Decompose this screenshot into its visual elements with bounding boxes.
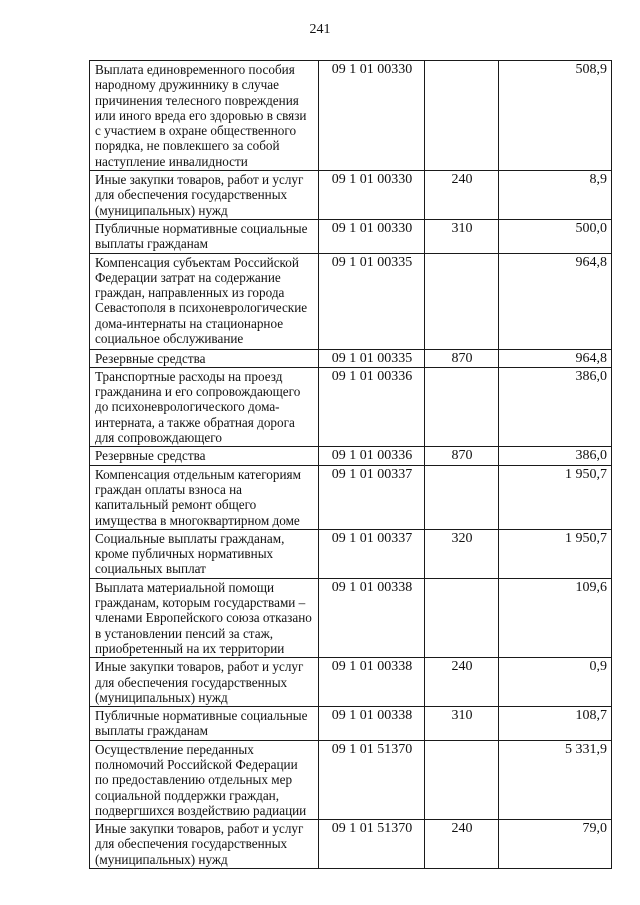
row-name-cell: Иные закупки товаров, работ и услуг для обеспечения государственных (муниципальных) нужд — [90, 820, 319, 869]
table-row — [90, 349, 612, 367]
row-expense-type-cell: 310 — [425, 707, 499, 741]
budget-table — [89, 60, 612, 869]
row-name-cell: Компенсация отдельным категориям граждан оплаты взноса на капитальный ремонт общего имущества в многоквартирном доме — [90, 465, 319, 529]
row-amount-cell: 386,0 — [499, 447, 612, 465]
table-row — [90, 465, 612, 529]
row-target-code-cell: 09 1 01 00338 — [319, 707, 425, 741]
row-expense-type-cell — [425, 61, 499, 171]
row-target-code-cell: 09 1 01 00335 — [319, 253, 425, 349]
row-amount-cell: 508,9 — [499, 61, 612, 171]
row-expense-type-cell: 870 — [425, 447, 499, 465]
row-amount-cell: 1 950,7 — [499, 465, 612, 529]
table-row — [90, 447, 612, 465]
row-name-cell: Резервные средства — [90, 447, 319, 465]
table-row — [90, 253, 612, 349]
row-target-code-cell: 09 1 01 51370 — [319, 820, 425, 869]
row-amount-cell: 386,0 — [499, 367, 612, 446]
row-amount-cell: 8,9 — [499, 171, 612, 220]
row-name-cell: Резервные средства — [90, 349, 319, 367]
table-row — [90, 820, 612, 869]
row-amount-cell: 109,6 — [499, 578, 612, 657]
row-amount-cell: 0,9 — [499, 658, 612, 707]
table-row — [90, 658, 612, 707]
row-expense-type-cell: 240 — [425, 658, 499, 707]
row-target-code-cell: 09 1 01 00337 — [319, 465, 425, 529]
row-expense-type-cell: 240 — [425, 171, 499, 220]
page-number: 241 — [309, 22, 331, 37]
row-amount-cell: 79,0 — [499, 820, 612, 869]
row-target-code-cell: 09 1 01 00336 — [319, 447, 425, 465]
row-amount-cell: 1 950,7 — [499, 529, 612, 578]
row-expense-type-cell — [425, 740, 499, 819]
row-name-cell: Публичные нормативные социальные выплаты гражданам — [90, 219, 319, 253]
table-body — [90, 61, 612, 869]
row-amount-cell: 500,0 — [499, 219, 612, 253]
row-expense-type-cell — [425, 367, 499, 446]
table-row — [90, 740, 612, 819]
row-target-code-cell: 09 1 01 00330 — [319, 61, 425, 171]
row-expense-type-cell — [425, 253, 499, 349]
row-target-code-cell: 09 1 01 00338 — [319, 578, 425, 657]
row-amount-cell: 5 331,9 — [499, 740, 612, 819]
row-name-cell: Осуществление переданных полномочий Российской Федерации по предоставлению отдельных мер социальной поддержки граждан, подвергшихся воздействию радиации — [90, 740, 319, 819]
table-row — [90, 578, 612, 657]
row-expense-type-cell: 240 — [425, 820, 499, 869]
table-row — [90, 61, 612, 171]
table-row — [90, 529, 612, 578]
row-target-code-cell: 09 1 01 00330 — [319, 219, 425, 253]
row-expense-type-cell: 310 — [425, 219, 499, 253]
row-expense-type-cell — [425, 578, 499, 657]
row-name-cell: Выплата единовременного пособия народному дружиннику в случае причинения телесного повреждения или иного вреда его здоровью в связи с участием в охране общественного порядка, не повлекшего за собой наступление инвалидности — [90, 61, 319, 171]
row-target-code-cell: 09 1 01 00337 — [319, 529, 425, 578]
row-amount-cell: 108,7 — [499, 707, 612, 741]
row-name-cell: Выплата материальной помощи гражданам, которым государствами – членами Европейского союза отказано в установлении пенсий за стаж, приобретенный на их территории — [90, 578, 319, 657]
row-target-code-cell: 09 1 01 00330 — [319, 171, 425, 220]
row-amount-cell: 964,8 — [499, 349, 612, 367]
row-name-cell: Транспортные расходы на проезд гражданина и его сопровождающего до психоневрологического дома-интерната, а также обратная дорога для сопровождающего — [90, 367, 319, 446]
table-row — [90, 171, 612, 220]
row-target-code-cell: 09 1 01 00338 — [319, 658, 425, 707]
row-expense-type-cell — [425, 465, 499, 529]
row-name-cell: Публичные нормативные социальные выплаты гражданам — [90, 707, 319, 741]
row-expense-type-cell: 870 — [425, 349, 499, 367]
row-expense-type-cell: 320 — [425, 529, 499, 578]
row-target-code-cell: 09 1 01 00336 — [319, 367, 425, 446]
row-target-code-cell: 09 1 01 00335 — [319, 349, 425, 367]
row-name-cell: Компенсация субъектам Российской Федерации затрат на содержание граждан, направленных из города Севастополя в психоневрологические дома-интернаты на стационарное социальное обслуживание — [90, 253, 319, 349]
row-target-code-cell: 09 1 01 51370 — [319, 740, 425, 819]
table-row — [90, 219, 612, 253]
row-name-cell: Иные закупки товаров, работ и услуг для обеспечения государственных (муниципальных) нужд — [90, 171, 319, 220]
table-row — [90, 707, 612, 741]
row-name-cell: Иные закупки товаров, работ и услуг для обеспечения государственных (муниципальных) нужд — [90, 658, 319, 707]
row-name-cell: Социальные выплаты гражданам, кроме публичных нормативных социальных выплат — [90, 529, 319, 578]
row-amount-cell: 964,8 — [499, 253, 612, 349]
table-row — [90, 367, 612, 446]
